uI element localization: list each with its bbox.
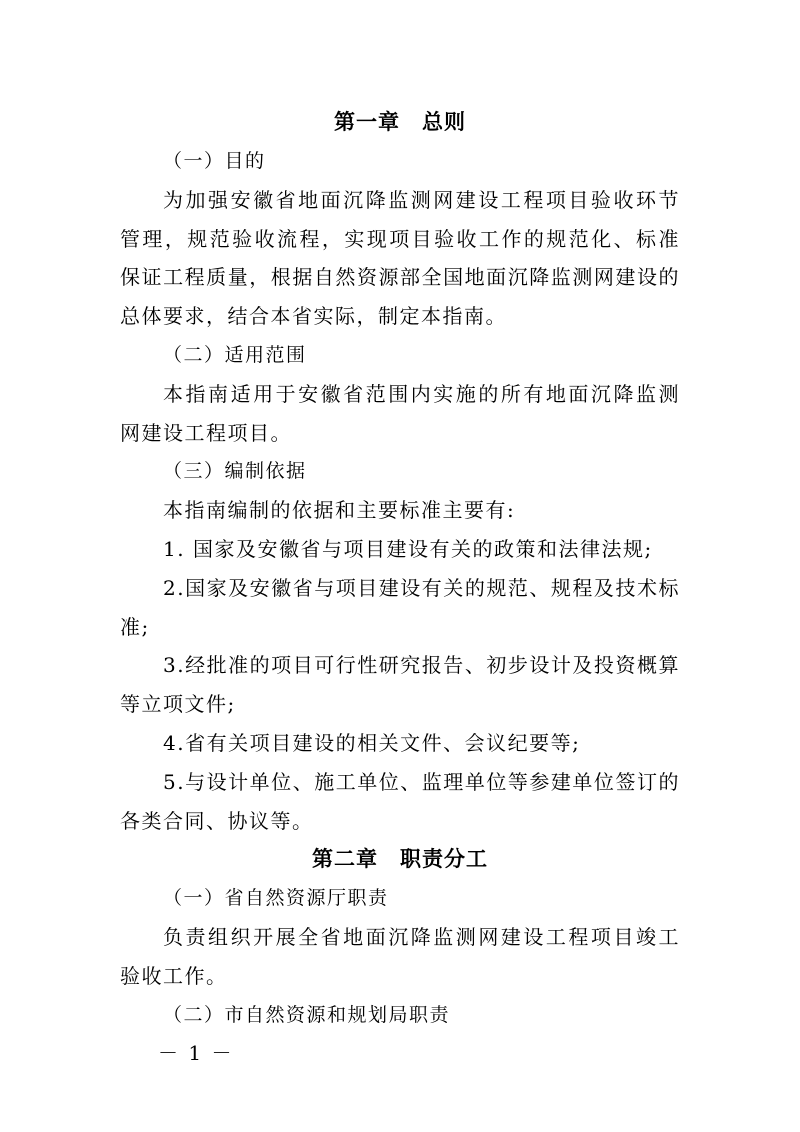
chapter-1-section-3-heading: （三）编制依据 xyxy=(163,460,307,482)
paragraph-line: 为加强安徽省地面沉降监测网建设工程项目验收环节 xyxy=(163,188,680,212)
section-3-intro: 本指南编制的依据和主要标准主要有: xyxy=(163,498,516,522)
basis-item-3-continued: 等立项文件; xyxy=(120,692,236,716)
paragraph-line: 总体要求，结合本省实际，制定本指南。 xyxy=(120,304,507,328)
chapter-1-title: 第一章 总则 xyxy=(334,110,466,134)
paragraph-line: 保证工程质量，根据自然资源部全国地面沉降监测网建设的 xyxy=(120,265,680,289)
chapter-1-section-2-heading: （二）适用范围 xyxy=(163,344,307,366)
chapter-1-section-1-heading: （一）目的 xyxy=(163,150,266,172)
paragraph-line: 管理，规范验收流程，实现项目验收工作的规范化、标准 xyxy=(120,227,680,251)
basis-item-5-continued: 各类合同、协议等。 xyxy=(120,809,314,833)
basis-item-2: 2.国家及安徽省与项目建设有关的规范、规程及技术标 xyxy=(163,576,680,600)
chapter-2-title: 第二章 职责分工 xyxy=(312,847,488,871)
chapter-2-section-1-heading: （一）省自然资源厅职责 xyxy=(163,887,389,909)
basis-item-1: 1. 国家及安徽省与项目建设有关的政策和法律法规; xyxy=(163,537,653,561)
paragraph-line: 验收工作。 xyxy=(120,964,228,988)
paragraph-line: 网建设工程项目。 xyxy=(120,421,292,445)
chapter-2-section-2-heading: （二）市自然资源和规划局职责 xyxy=(163,1004,451,1026)
page-number: － 1 － xyxy=(158,1041,234,1065)
paragraph-line: 本指南适用于安徽省范围内实施的所有地面沉降监测 xyxy=(163,382,680,406)
basis-item-2-continued: 准; xyxy=(120,615,150,639)
basis-item-4: 4.省有关项目建设的相关文件、会议纪要等; xyxy=(163,731,581,755)
basis-item-3: 3.经批准的项目可行性研究报告、初步设计及投资概算 xyxy=(163,653,680,677)
basis-item-5: 5.与设计单位、施工单位、监理单位等参建单位签订的 xyxy=(163,770,680,794)
paragraph-line: 负责组织开展全省地面沉降监测网建设工程项目竣工 xyxy=(163,925,680,949)
